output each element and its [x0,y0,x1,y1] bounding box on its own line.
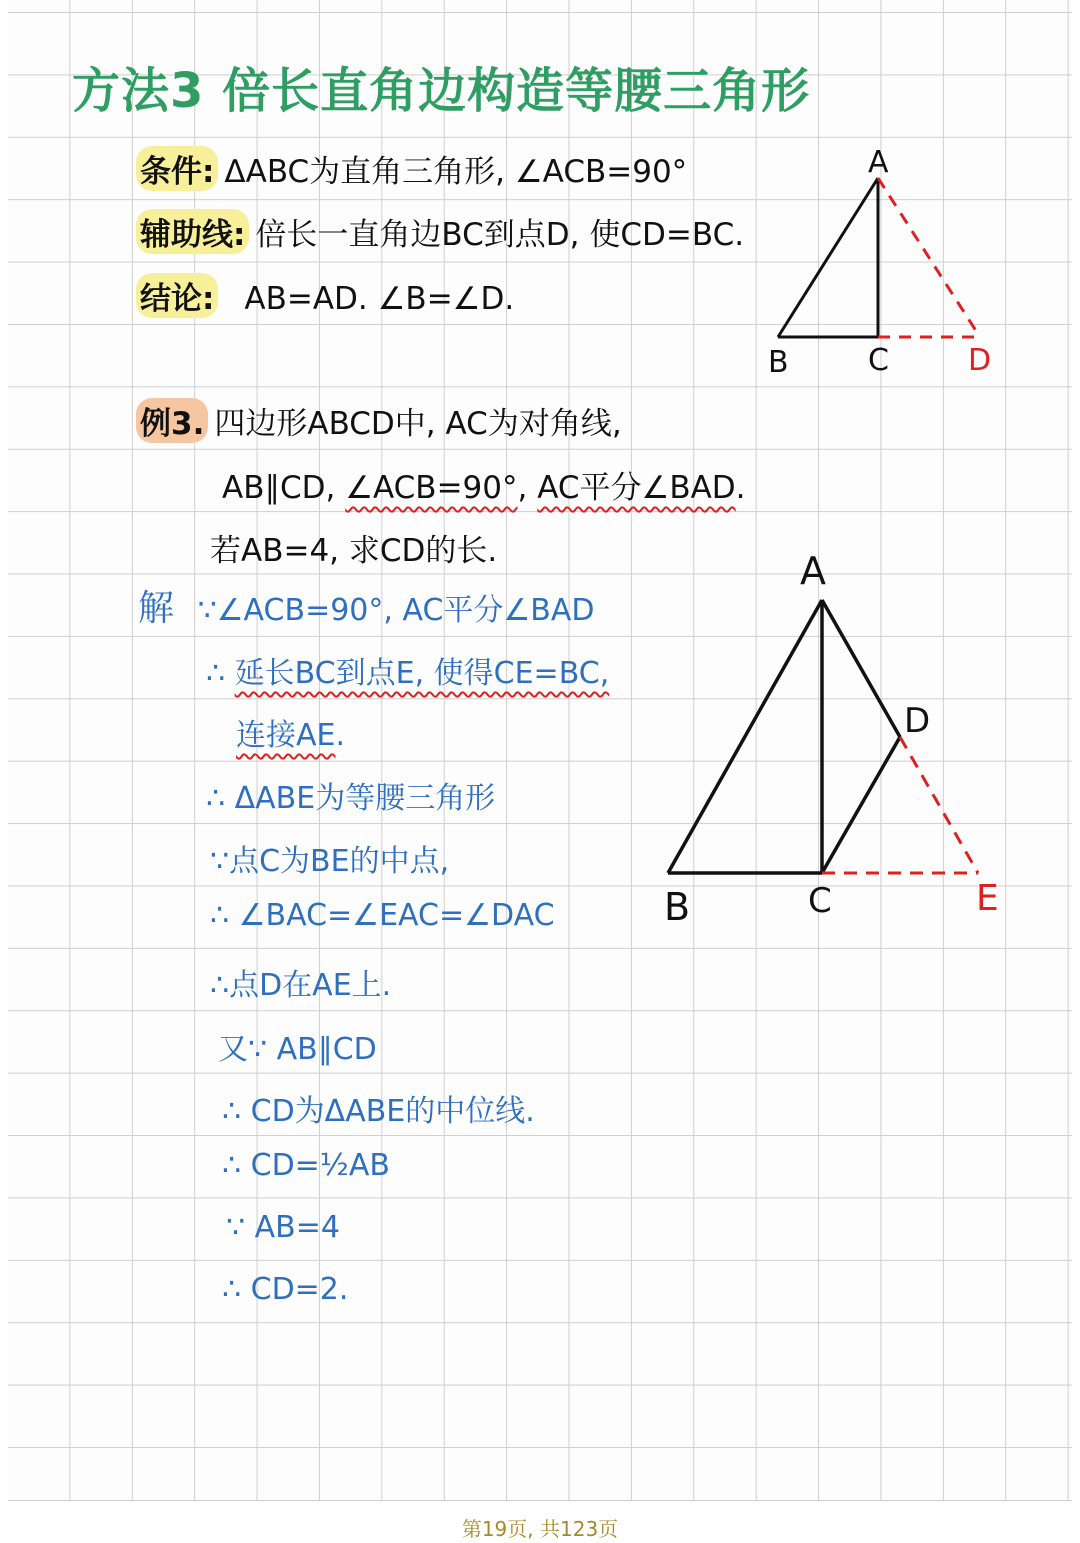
vertex-c-label: C [808,881,832,921]
vertex-e-label: E [976,878,999,919]
page-footer: 第19页, 共123页 [461,1517,619,1541]
solution-step-2: 延长BC到点E, 使得CE=BC, [234,656,610,691]
vertex-d-label: D [968,343,992,378]
segment-ab [778,178,878,337]
solution-step-12: ∴ CD=2. [222,1272,349,1307]
example-parallel: AB∥CD, [222,470,346,506]
vertex-b-label: B [768,345,789,380]
conclusion-text: AB=AD. ∠B=∠D. [244,281,515,317]
conclusion-line [136,273,514,318]
aux-label: 辅助线: [136,209,249,254]
example-line-1 [136,398,622,443]
example-text-1: 四边形ABCD中, AC为对角线, [214,406,622,442]
solution-step-11: ∵ AB=4 [226,1210,340,1245]
vertex-b-label: B [664,885,691,929]
solution-step-6: ∴ ∠BAC=∠EAC=∠DAC [210,898,555,933]
condition-line [136,146,687,191]
example-period: . [735,470,746,506]
solution-step-9: ∴ CD为ΔABE的中位线. [222,1094,535,1129]
page-title: 方法3 倍长直角边构造等腰三角形 [72,63,811,119]
solution-step-8: 又∵ AB∥CD [218,1032,377,1067]
vertex-d-label: D [904,701,931,741]
solution-step-1: ∵∠ACB=90°, AC平分∠BAD [197,593,595,628]
vertex-a-label: A [800,549,826,593]
solution-step-5: ∵点C为BE的中点, [210,844,450,879]
solution-step-4: ∴ ΔABE为等腰三角形 [206,781,496,816]
solution-label: 解 [138,588,175,629]
condition-text: ΔABC为直角三角形, ∠ACB=90° [224,154,688,190]
example-angle-given: ∠ACB=90° [345,470,518,506]
solution-step-3: 连接AE [236,718,336,753]
solution-step-10: ∴ CD=½AB [222,1148,390,1183]
example-line-3 [210,525,497,570]
segment-ab [668,600,822,873]
solution-step-7: ∴点D在AE上. [210,968,392,1003]
example-comma: , [517,470,538,506]
segment-ad [822,600,900,737]
vertex-a-label: A [868,145,889,180]
condition-label: 条件: [136,146,218,191]
figure-example-triangle [650,540,1020,940]
solution-step-3-end: . [335,718,346,753]
solution-step-2-prefix: ∴ [206,656,235,691]
segment-de-dashed [900,737,978,873]
conclusion-label: 结论: [136,273,218,318]
figure-right-triangle [760,140,1020,390]
example-label: 例3. [136,398,208,443]
solution-line-2 [206,648,609,692]
segment-ad-dashed [878,178,980,337]
aux-line [136,209,744,254]
solution-line-1 [138,580,595,631]
example-line-2 [222,462,746,507]
solution-line-3 [236,710,345,754]
vertex-c-label: C [868,343,889,378]
segment-cd [822,737,900,873]
example-question: 若AB=4, 求CD的长. [210,533,498,569]
aux-text: 倍长一直角边BC到点D, 使CD=BC. [255,217,745,253]
example-bisector-given: AC平分∠BAD [537,470,736,506]
